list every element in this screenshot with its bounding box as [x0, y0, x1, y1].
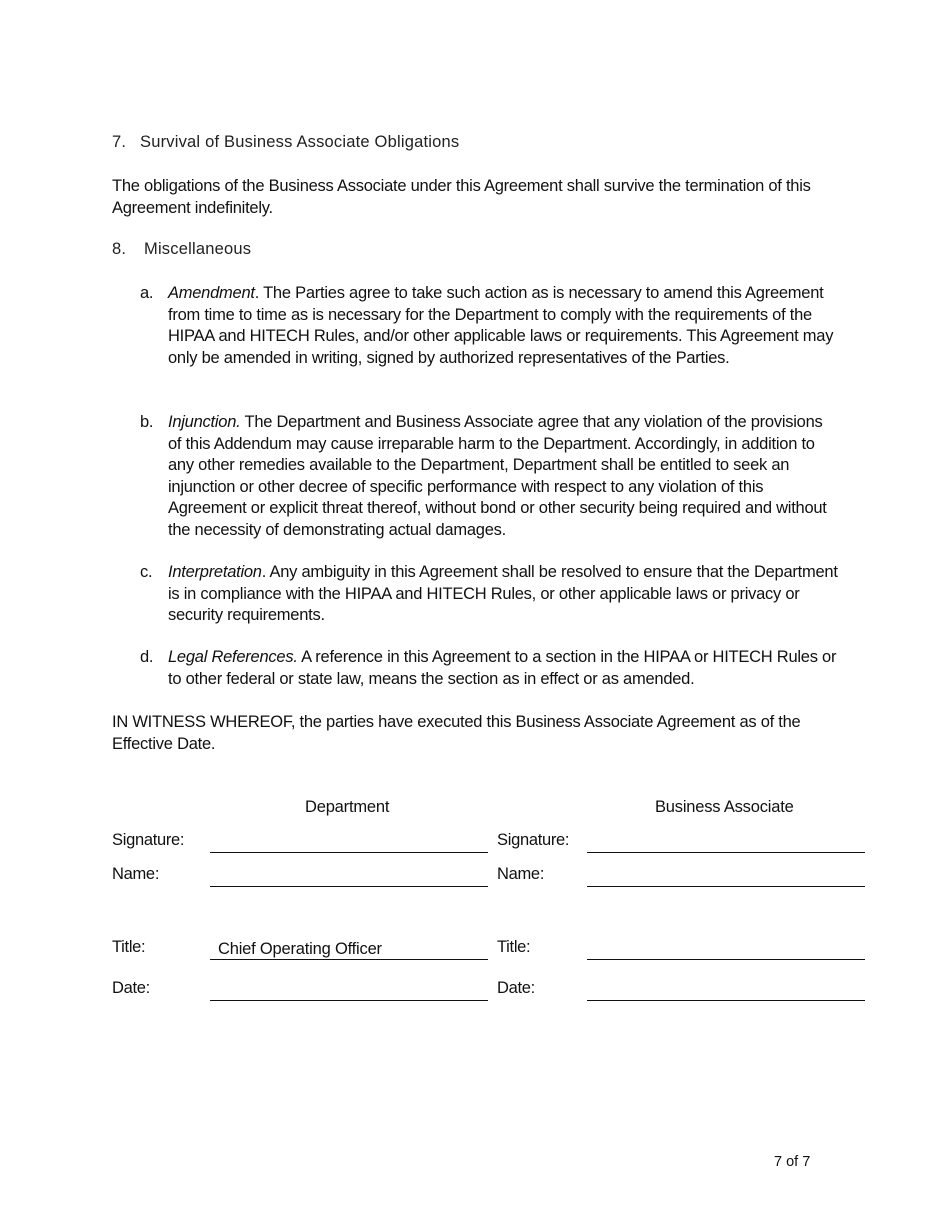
business-associate-signature-field[interactable]: [587, 833, 865, 853]
list-item-interpretation: [140, 562, 840, 627]
witness-paragraph: IN WITNESS WHEREOF, the parties have executed this Business Associate Agreement as of the Effective Date.: [112, 713, 801, 753]
list-item-term: Interpretation: [168, 563, 262, 581]
business-associate-heading: Business Associate: [655, 798, 794, 816]
department-name-field[interactable]: [210, 867, 488, 887]
list-item-body: [168, 562, 840, 627]
list-item-term: Legal References.: [168, 648, 298, 666]
list-item-body: [168, 647, 840, 690]
department-heading: Department: [305, 798, 390, 816]
section-8-heading: [112, 240, 251, 259]
business-associate-signature-label: Signature:: [497, 831, 570, 849]
department-signature-field[interactable]: [210, 833, 488, 853]
list-item-text: . The Parties agree to take such action as is necessary to amend this Agreement from time to time as is necessary for the Department to comply with the requirements of the HIPAA and HITECH Rules, and/or other applicable laws or requirements. This Agreement may only be amended in writing, signed by authorized representatives of the Parties.: [168, 284, 834, 367]
section-7-paragraph: The obligations of the Business Associate under this Agreement shall survive the termination of this Agreement indefinitely.: [112, 177, 811, 217]
list-item-letter: b.: [140, 413, 154, 431]
list-item-body: [168, 412, 840, 541]
list-item-letter: d.: [140, 648, 154, 666]
business-associate-name-label: Name:: [497, 865, 545, 883]
section-number: 8.: [112, 240, 127, 258]
business-associate-title-label: Title:: [497, 938, 531, 956]
list-item-text: The Department and Business Associate agree that any violation of the provisions of this Addendum may cause irreparable harm to the Department. Accordingly, in addition to any other remedies available to the Department, Department shall be entitled to seek an injunction or other decree of specific performance with respect to any violation of this Agreement or explicit threat thereof, without bond or other security being required and without the necessity of demonstrating actual damages.: [168, 413, 827, 539]
department-title-label: Title:: [112, 938, 146, 956]
list-item-term: Amendment: [168, 284, 255, 302]
department-date-label: Date:: [112, 979, 150, 997]
section-title: Survival of Business Associate Obligations: [140, 133, 460, 151]
business-associate-title-field[interactable]: [587, 940, 865, 960]
section-7-heading: [112, 133, 459, 152]
business-associate-name-field[interactable]: [587, 867, 865, 887]
list-item-legal-references: [140, 647, 840, 690]
department-title-field[interactable]: Chief Operating Officer: [210, 940, 488, 960]
section-title: Miscellaneous: [144, 240, 252, 258]
department-signature-label: Signature:: [112, 831, 185, 849]
department-date-field[interactable]: [210, 981, 488, 1001]
list-item-text: A reference in this Agreement to a section in the HIPAA or HITECH Rules or to other federal or state law, means the section as in effect or as amended.: [168, 648, 837, 688]
section-number: 7.: [112, 133, 127, 151]
list-item-injunction: [140, 412, 840, 541]
business-associate-date-label: Date:: [497, 979, 535, 997]
business-associate-date-field[interactable]: [587, 981, 865, 1001]
page-number: 7 of 7: [774, 1154, 811, 1170]
list-item-body: [168, 283, 840, 369]
department-name-label: Name:: [112, 865, 160, 883]
list-item-letter: a.: [140, 284, 154, 302]
list-item-text: . Any ambiguity in this Agreement shall be resolved to ensure that the Department is in compliance with the HIPAA and HITECH Rules, or other applicable laws or privacy or security requirements.: [168, 563, 838, 624]
list-item-term: Injunction.: [168, 413, 241, 431]
list-item-amendment: [140, 283, 840, 369]
list-item-letter: c.: [140, 563, 153, 581]
